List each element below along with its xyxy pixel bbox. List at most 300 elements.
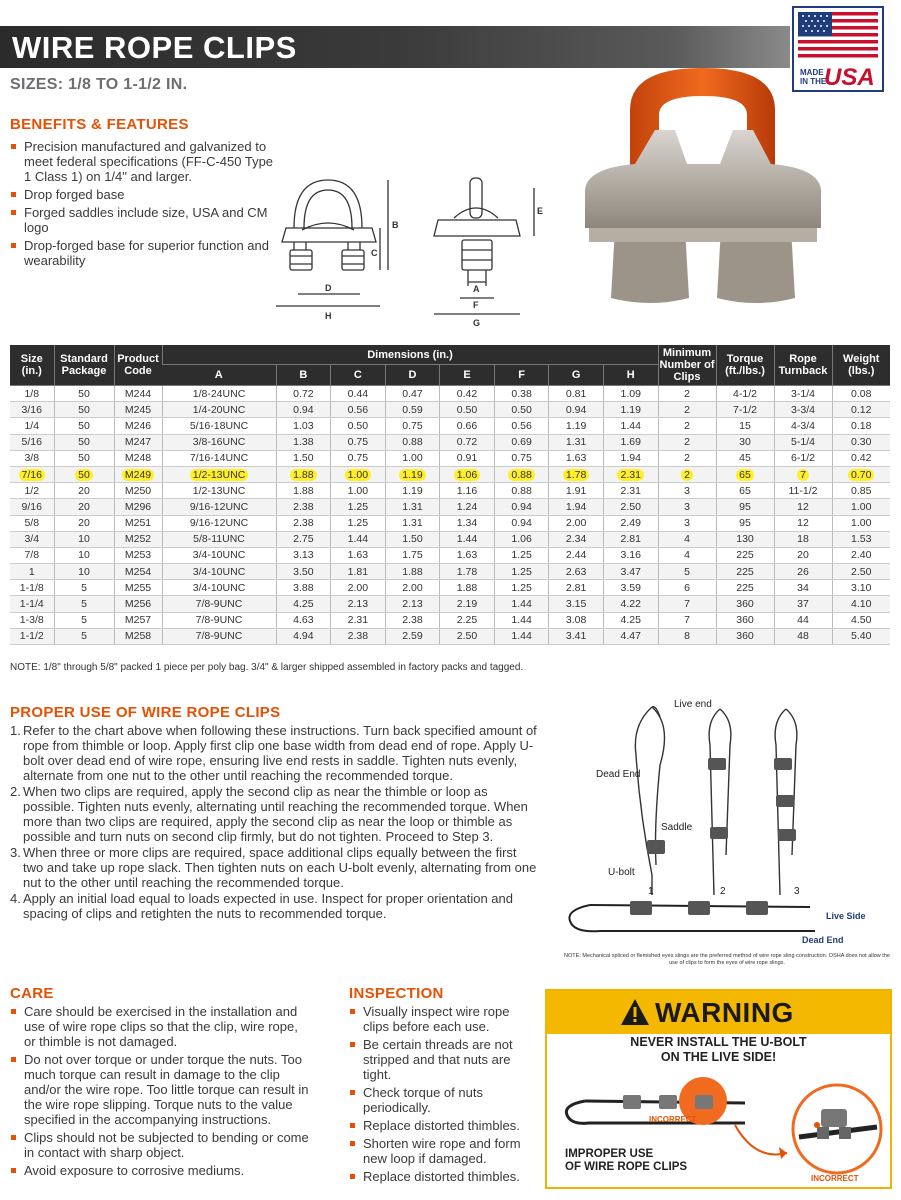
table-cell: 1.44 bbox=[494, 612, 549, 628]
table-cell: 3.59 bbox=[603, 580, 658, 596]
table-cell: 20 bbox=[54, 483, 114, 499]
inspection-heading: INSPECTION bbox=[349, 985, 444, 1002]
table-cell: 1/8-24UNC bbox=[162, 386, 276, 402]
table-row bbox=[10, 499, 890, 515]
dim-label-c: C bbox=[371, 248, 378, 258]
list-item: Check torque of nuts periodically. bbox=[349, 1085, 539, 1115]
table-cell: 1.00 bbox=[331, 466, 386, 482]
table-cell: 1.24 bbox=[440, 499, 495, 515]
table-cell: 9/16-12UNC bbox=[162, 515, 276, 531]
figure-note: NOTE: Mechanical spliced or flemished eyes slings are the preferred method of wire rope sling construction. OSHA does not allow the use of clips to form the eyes of wire rope slings. bbox=[564, 953, 890, 966]
col-header-dim-c: C bbox=[331, 365, 386, 386]
table-cell: 360 bbox=[716, 612, 774, 628]
list-item: Forged saddles include size, USA and CM logo bbox=[10, 205, 280, 235]
table-cell: 11-1/2 bbox=[774, 483, 832, 499]
table-cell: 130 bbox=[716, 531, 774, 547]
table-cell: 7 bbox=[658, 612, 716, 628]
table-cell: 2.81 bbox=[603, 531, 658, 547]
table-cell: 7/8 bbox=[10, 547, 54, 563]
table-row bbox=[10, 547, 890, 563]
table-cell: 0.69 bbox=[494, 434, 549, 450]
table-cell: 3.47 bbox=[603, 564, 658, 580]
table-cell: 0.88 bbox=[494, 466, 549, 482]
table-cell: 1.16 bbox=[440, 483, 495, 499]
table-cell: M252 bbox=[114, 531, 162, 547]
table-cell: 4-3/4 bbox=[774, 418, 832, 434]
list-item: Clips should not be subjected to bending or come in contact with sharp object. bbox=[10, 1130, 310, 1160]
table-cell: 7/8-9UNC bbox=[162, 596, 276, 612]
table-cell: 2 bbox=[658, 418, 716, 434]
label-live-side: Live Side bbox=[826, 911, 866, 921]
table-cell: 3/16 bbox=[10, 402, 54, 418]
list-item: Shorten wire rope and form new loop if damaged. bbox=[349, 1136, 539, 1166]
table-cell: 3/4-10UNC bbox=[162, 547, 276, 563]
table-cell: 1.00 bbox=[385, 450, 440, 466]
table-cell: 1.19 bbox=[549, 418, 604, 434]
table-cell: 2.50 bbox=[832, 564, 890, 580]
table-cell: 1.00 bbox=[832, 515, 890, 531]
table-cell: 2.59 bbox=[385, 628, 440, 644]
table-row bbox=[10, 531, 890, 547]
table-cell: M258 bbox=[114, 628, 162, 644]
table-cell: 12 bbox=[774, 499, 832, 515]
table-cell: 5 bbox=[54, 628, 114, 644]
table-cell: 1.06 bbox=[494, 531, 549, 547]
table-row bbox=[10, 386, 890, 402]
table-cell: 10 bbox=[54, 531, 114, 547]
table-cell: M251 bbox=[114, 515, 162, 531]
label-ubolt: U-bolt bbox=[608, 867, 635, 878]
list-item: Care should be exercised in the installation and use of wire rope clips so that the clip, wire rope, or thimble is not damaged. bbox=[10, 1004, 310, 1049]
table-cell: 2.40 bbox=[832, 547, 890, 563]
proper-use-heading: PROPER USE OF WIRE ROPE CLIPS bbox=[10, 704, 281, 721]
table-cell: 0.94 bbox=[276, 402, 331, 418]
table-cell: 0.94 bbox=[494, 499, 549, 515]
step-item: 4. Apply an initial load equal to loads expected in use. Inspect for proper orientation and spacing of clips and retighten the nuts to recommended torque. bbox=[10, 891, 513, 921]
table-cell: 18 bbox=[774, 531, 832, 547]
clip-installation-figure bbox=[560, 695, 895, 951]
table-note: NOTE: 1/8" through 5/8" packed 1 piece per poly bag. 3/4" & larger shipped assembled in factory packs and tagged. bbox=[10, 662, 524, 673]
table-cell: 4 bbox=[658, 531, 716, 547]
col-header-dim-h: H bbox=[603, 365, 658, 386]
table-cell: 7/16-14UNC bbox=[162, 450, 276, 466]
badge-usa: USA bbox=[824, 64, 875, 91]
table-cell: 2.81 bbox=[549, 580, 604, 596]
table-cell: 1 bbox=[10, 564, 54, 580]
table-cell: 1.94 bbox=[549, 499, 604, 515]
table-cell: 1/2 bbox=[10, 483, 54, 499]
label-dead-end-bottom: Dead End bbox=[802, 935, 844, 945]
table-cell: 0.56 bbox=[331, 402, 386, 418]
table-cell: 4.63 bbox=[276, 612, 331, 628]
table-cell: 6-1/2 bbox=[774, 450, 832, 466]
table-cell: 360 bbox=[716, 596, 774, 612]
label-step-3: 3 bbox=[794, 886, 800, 897]
table-cell: M254 bbox=[114, 564, 162, 580]
table-cell: 0.30 bbox=[832, 434, 890, 450]
table-cell: 0.08 bbox=[832, 386, 890, 402]
table-cell: 0.18 bbox=[832, 418, 890, 434]
table-cell: 3 bbox=[658, 483, 716, 499]
table-cell: 44 bbox=[774, 612, 832, 628]
table-cell: 3/4-10UNC bbox=[162, 564, 276, 580]
warning-title: WARNING bbox=[655, 997, 794, 1028]
table-cell: 1/2-13UNC bbox=[162, 466, 276, 482]
col-header-dim-f: F bbox=[494, 365, 549, 386]
table-cell: 2.38 bbox=[276, 499, 331, 515]
list-item: Precision manufactured and galvanized to meet federal specifications (FF-C-450 Type 1 Class 1) on 1/4" and larger. bbox=[10, 139, 280, 184]
table-cell: 1.63 bbox=[331, 547, 386, 563]
table-cell: 2.00 bbox=[331, 580, 386, 596]
table-cell: M247 bbox=[114, 434, 162, 450]
table-cell: 1.44 bbox=[440, 531, 495, 547]
col-header-weight: Weight (lbs.) bbox=[832, 345, 890, 386]
table-body bbox=[10, 386, 890, 645]
table-cell: 0.70 bbox=[832, 466, 890, 482]
table-cell: 0.12 bbox=[832, 402, 890, 418]
table-row bbox=[10, 450, 890, 466]
table-cell: 3/8-16UNC bbox=[162, 434, 276, 450]
warning-triangle-icon bbox=[619, 997, 651, 1027]
table-cell: 6 bbox=[658, 580, 716, 596]
dim-label-b: B bbox=[392, 220, 399, 230]
table-cell: 1/4 bbox=[10, 418, 54, 434]
table-cell: 7-1/2 bbox=[716, 402, 774, 418]
table-cell: 1.34 bbox=[440, 515, 495, 531]
care-heading: CARE bbox=[10, 985, 54, 1002]
table-cell: 1.88 bbox=[276, 483, 331, 499]
table-cell: 7/16 bbox=[10, 466, 54, 482]
table-cell: 1.44 bbox=[603, 418, 658, 434]
table-cell: 1.25 bbox=[494, 547, 549, 563]
table-cell: 2.13 bbox=[385, 596, 440, 612]
table-cell: 5 bbox=[54, 612, 114, 628]
incorrect-label-1: INCORRECT bbox=[649, 1115, 697, 1124]
label-dead-end: Dead End bbox=[596, 769, 641, 780]
table-cell: 7/8-9UNC bbox=[162, 612, 276, 628]
step-item: 3. When three or more clips are required, space additional clips equally between the first two and take up rope slack. Then tighten nuts on each U-bolt evenly, alternating from one nut to the other until reaching the recommended torque. bbox=[10, 845, 537, 890]
list-item: Replace distorted thimbles. bbox=[349, 1169, 539, 1184]
table-cell: 9/16-12UNC bbox=[162, 499, 276, 515]
table-cell: 225 bbox=[716, 564, 774, 580]
table-cell: 4-1/2 bbox=[716, 386, 774, 402]
table-row bbox=[10, 483, 890, 499]
table-cell: 0.66 bbox=[440, 418, 495, 434]
table-cell: 1.03 bbox=[276, 418, 331, 434]
table-cell: 0.47 bbox=[385, 386, 440, 402]
label-step-2: 2 bbox=[720, 886, 726, 897]
table-cell: 2.13 bbox=[331, 596, 386, 612]
table-cell: 0.85 bbox=[832, 483, 890, 499]
inspection-list bbox=[349, 1004, 539, 1187]
col-header-dim-b: B bbox=[276, 365, 331, 386]
label-live-end: Live end bbox=[674, 699, 712, 710]
table-cell: 2.00 bbox=[549, 515, 604, 531]
table-cell: 50 bbox=[54, 466, 114, 482]
table-cell: 1.00 bbox=[331, 483, 386, 499]
table-cell: 1.00 bbox=[832, 499, 890, 515]
table-cell: 1.88 bbox=[276, 466, 331, 482]
dim-label-a: A bbox=[473, 284, 480, 294]
table-cell: 50 bbox=[54, 418, 114, 434]
table-row bbox=[10, 434, 890, 450]
step-item: 1. Refer to the chart above when following these instructions. Turn back specified amount of rope from thimble or loop. Apply first clip one base width from dead end of rope. Apply U-bolt over dead end of wire rope, ensuring live end rests in saddle. Tighten nuts evenly, alternate from one nut to the other until reaching the recommended torque. bbox=[10, 723, 537, 783]
table-cell: 3.16 bbox=[603, 547, 658, 563]
table-cell: 1.06 bbox=[440, 466, 495, 482]
table-cell: 2.75 bbox=[276, 531, 331, 547]
list-item: Drop-forged base for superior function and wearability bbox=[10, 238, 280, 268]
table-cell: M245 bbox=[114, 402, 162, 418]
table-row bbox=[10, 418, 890, 434]
table-cell: 0.88 bbox=[494, 483, 549, 499]
list-item: Be certain threads are not stripped and that nuts are tight. bbox=[349, 1037, 539, 1082]
table-cell: M255 bbox=[114, 580, 162, 596]
col-header-package: Standard Package bbox=[54, 345, 114, 386]
table-cell: 50 bbox=[54, 402, 114, 418]
table-cell: 5 bbox=[54, 580, 114, 596]
table-cell: 2.44 bbox=[549, 547, 604, 563]
table-row bbox=[10, 612, 890, 628]
wire-rope-clip-photo bbox=[575, 60, 830, 310]
list-item: Replace distorted thimbles. bbox=[349, 1118, 539, 1133]
table-cell: 3.88 bbox=[276, 580, 331, 596]
col-header-dim-g: G bbox=[549, 365, 604, 386]
table-cell: 1.88 bbox=[385, 564, 440, 580]
warning-panel bbox=[545, 989, 892, 1189]
table-cell: 1.19 bbox=[385, 483, 440, 499]
table-cell: 1.78 bbox=[549, 466, 604, 482]
col-header-code: Product Code bbox=[114, 345, 162, 386]
table-cell: 7/8-9UNC bbox=[162, 628, 276, 644]
dim-label-f: F bbox=[473, 300, 479, 310]
table-cell: 3-3/4 bbox=[774, 402, 832, 418]
table-cell: 225 bbox=[716, 547, 774, 563]
table-cell: 1.50 bbox=[276, 450, 331, 466]
table-cell: 0.75 bbox=[331, 450, 386, 466]
table-row bbox=[10, 402, 890, 418]
table-cell: 1.31 bbox=[385, 515, 440, 531]
table-cell: 1.25 bbox=[494, 580, 549, 596]
clip-dimension-diagram bbox=[272, 168, 562, 328]
table-cell: 1-1/4 bbox=[10, 596, 54, 612]
table-cell: 7 bbox=[774, 466, 832, 482]
table-cell: 1.25 bbox=[494, 564, 549, 580]
table-cell: 0.75 bbox=[331, 434, 386, 450]
table-cell: 3/8 bbox=[10, 450, 54, 466]
table-cell: 4.94 bbox=[276, 628, 331, 644]
table-cell: 3/4 bbox=[10, 531, 54, 547]
table-cell: 12 bbox=[774, 515, 832, 531]
table-cell: 1.25 bbox=[331, 515, 386, 531]
table-cell: M256 bbox=[114, 596, 162, 612]
care-list bbox=[10, 1004, 310, 1181]
table-cell: 65 bbox=[716, 483, 774, 499]
table-cell: 3.08 bbox=[549, 612, 604, 628]
table-cell: 7 bbox=[658, 596, 716, 612]
table-cell: 2.50 bbox=[440, 628, 495, 644]
table-cell: 1/8 bbox=[10, 386, 54, 402]
col-header-size: Size (in.) bbox=[10, 345, 54, 386]
table-cell: 2 bbox=[658, 466, 716, 482]
table-cell: 4.22 bbox=[603, 596, 658, 612]
table-cell: 5/8-11UNC bbox=[162, 531, 276, 547]
table-cell: M250 bbox=[114, 483, 162, 499]
table-cell: 1-1/8 bbox=[10, 580, 54, 596]
dim-label-h: H bbox=[325, 311, 332, 321]
table-cell: 5-1/4 bbox=[774, 434, 832, 450]
table-cell: 3.50 bbox=[276, 564, 331, 580]
benefits-list bbox=[10, 139, 280, 271]
table-cell: 1.81 bbox=[331, 564, 386, 580]
table-cell: 20 bbox=[774, 547, 832, 563]
table-cell: 2.31 bbox=[603, 466, 658, 482]
table-cell: 0.50 bbox=[331, 418, 386, 434]
list-item: Avoid exposure to corrosive mediums. bbox=[10, 1163, 310, 1178]
table-cell: 2.38 bbox=[276, 515, 331, 531]
table-cell: 4.50 bbox=[832, 612, 890, 628]
dim-label-g: G bbox=[473, 318, 481, 328]
table-cell: 0.59 bbox=[385, 402, 440, 418]
page-subtitle: SIZES: 1/8 TO 1-1/2 IN. bbox=[10, 76, 188, 93]
table-cell: M257 bbox=[114, 612, 162, 628]
table-row bbox=[10, 628, 890, 644]
table-cell: 34 bbox=[774, 580, 832, 596]
table-cell: 5/16-18UNC bbox=[162, 418, 276, 434]
table-cell: M244 bbox=[114, 386, 162, 402]
table-cell: 0.75 bbox=[385, 418, 440, 434]
table-cell: 95 bbox=[716, 499, 774, 515]
table-cell: 2.31 bbox=[603, 483, 658, 499]
table-cell: 1-3/8 bbox=[10, 612, 54, 628]
badge-made-in: MADE IN THE bbox=[800, 68, 827, 86]
table-cell: 1.38 bbox=[276, 434, 331, 450]
table-cell: 1-1/2 bbox=[10, 628, 54, 644]
table-cell: 1.31 bbox=[549, 434, 604, 450]
table-cell: 1.44 bbox=[331, 531, 386, 547]
dim-label-e: E bbox=[537, 206, 544, 216]
table-cell: 0.50 bbox=[494, 402, 549, 418]
table-cell: 360 bbox=[716, 628, 774, 644]
table-cell: 0.56 bbox=[494, 418, 549, 434]
table-cell: 2 bbox=[658, 450, 716, 466]
table-cell: 1.91 bbox=[549, 483, 604, 499]
table-cell: 8 bbox=[658, 628, 716, 644]
table-cell: 2.49 bbox=[603, 515, 658, 531]
table-cell: 1.63 bbox=[440, 547, 495, 563]
table-cell: 1/4-20UNC bbox=[162, 402, 276, 418]
specifications-table bbox=[10, 345, 890, 645]
table-cell: 4.10 bbox=[832, 596, 890, 612]
table-cell: 4 bbox=[658, 547, 716, 563]
step-item: 2. When two clips are required, apply the second clip as near the thimble or loop as possible. Tighten nuts evenly, alternating until reaching the recommended torque. When more than two clips are required, apply the second clip as near the loop or thimble as possible and turn nuts on second clip firmly, but do not tighten. Proceed to Step 3. bbox=[10, 784, 528, 844]
table-cell: 1.44 bbox=[494, 628, 549, 644]
table-cell: 15 bbox=[716, 418, 774, 434]
table-cell: 37 bbox=[774, 596, 832, 612]
warning-message: NEVER INSTALL THE U-BOLT ON THE LIVE SIDE! bbox=[630, 1035, 807, 1064]
table-cell: 4.47 bbox=[603, 628, 658, 644]
table-cell: 9/16 bbox=[10, 499, 54, 515]
table-cell: 3.41 bbox=[549, 628, 604, 644]
table-cell: 2 bbox=[658, 402, 716, 418]
table-cell: 2.50 bbox=[603, 499, 658, 515]
table-cell: 50 bbox=[54, 386, 114, 402]
table-cell: 1.78 bbox=[440, 564, 495, 580]
table-cell: 50 bbox=[54, 434, 114, 450]
table-cell: 2.34 bbox=[549, 531, 604, 547]
table-cell: 4.25 bbox=[276, 596, 331, 612]
table-cell: 5 bbox=[54, 596, 114, 612]
table-cell: 20 bbox=[54, 515, 114, 531]
table-cell: 5/8 bbox=[10, 515, 54, 531]
table-cell: 0.72 bbox=[440, 434, 495, 450]
col-header-min-clips: Minimum Number of Clips bbox=[658, 345, 716, 386]
table-cell: 1.09 bbox=[603, 386, 658, 402]
table-cell: 3.10 bbox=[832, 580, 890, 596]
table-row bbox=[10, 466, 890, 482]
benefits-heading: BENEFITS & FEATURES bbox=[10, 116, 189, 133]
table-cell: 5 bbox=[658, 564, 716, 580]
list-item: Drop forged base bbox=[10, 187, 280, 202]
table-cell: M296 bbox=[114, 499, 162, 515]
table-cell: 1/2-13UNC bbox=[162, 483, 276, 499]
table-row bbox=[10, 596, 890, 612]
table-cell: 3.15 bbox=[549, 596, 604, 612]
table-cell: 5/16 bbox=[10, 434, 54, 450]
label-step-1: 1 bbox=[648, 886, 654, 897]
table-cell: 2.00 bbox=[385, 580, 440, 596]
table-cell: 2.63 bbox=[549, 564, 604, 580]
table-cell: 1.53 bbox=[832, 531, 890, 547]
table-cell: 26 bbox=[774, 564, 832, 580]
table-cell: 4.25 bbox=[603, 612, 658, 628]
dim-label-d: D bbox=[325, 283, 332, 293]
list-item: Do not over torque or under torque the nuts. Too much torque can result in damage to the clip and/or the wire rope. Too little torque can result in the wire rope slipping. Torque nuts to the value specified in the accompanying instructions. bbox=[10, 1052, 310, 1127]
table-cell: 0.50 bbox=[440, 402, 495, 418]
table-cell: 2 bbox=[658, 434, 716, 450]
col-header-dim-d: D bbox=[385, 365, 440, 386]
table-cell: 3/4-10UNC bbox=[162, 580, 276, 596]
table-cell: 0.42 bbox=[832, 450, 890, 466]
table-cell: 50 bbox=[54, 450, 114, 466]
table-cell: 95 bbox=[716, 515, 774, 531]
table-cell: 1.75 bbox=[385, 547, 440, 563]
table-cell: 30 bbox=[716, 434, 774, 450]
proper-use-steps bbox=[10, 723, 540, 922]
table-cell: 20 bbox=[54, 499, 114, 515]
table-cell: 0.81 bbox=[549, 386, 604, 402]
table-cell: 1.44 bbox=[494, 596, 549, 612]
table-cell: 0.38 bbox=[494, 386, 549, 402]
table-cell: 2.38 bbox=[385, 612, 440, 628]
table-cell: M249 bbox=[114, 466, 162, 482]
col-header-torque: Torque (ft./lbs.) bbox=[716, 345, 774, 386]
table-cell: 1.69 bbox=[603, 434, 658, 450]
table-cell: 1.94 bbox=[603, 450, 658, 466]
table-cell: 0.91 bbox=[440, 450, 495, 466]
col-header-dimensions: Dimensions (in.) bbox=[162, 345, 658, 365]
col-header-dim-a: A bbox=[162, 365, 276, 386]
incorrect-label-2: INCORRECT bbox=[811, 1174, 859, 1183]
table-cell: M246 bbox=[114, 418, 162, 434]
table-cell: 1.50 bbox=[385, 531, 440, 547]
table-cell: M248 bbox=[114, 450, 162, 466]
table-cell: 0.88 bbox=[385, 434, 440, 450]
table-cell: 65 bbox=[716, 466, 774, 482]
table-cell: 2.31 bbox=[331, 612, 386, 628]
table-cell: 2 bbox=[658, 386, 716, 402]
page-title: WIRE ROPE CLIPS bbox=[12, 30, 297, 65]
improper-use-label: IMPROPER USE OF WIRE ROPE CLIPS bbox=[565, 1148, 688, 1173]
